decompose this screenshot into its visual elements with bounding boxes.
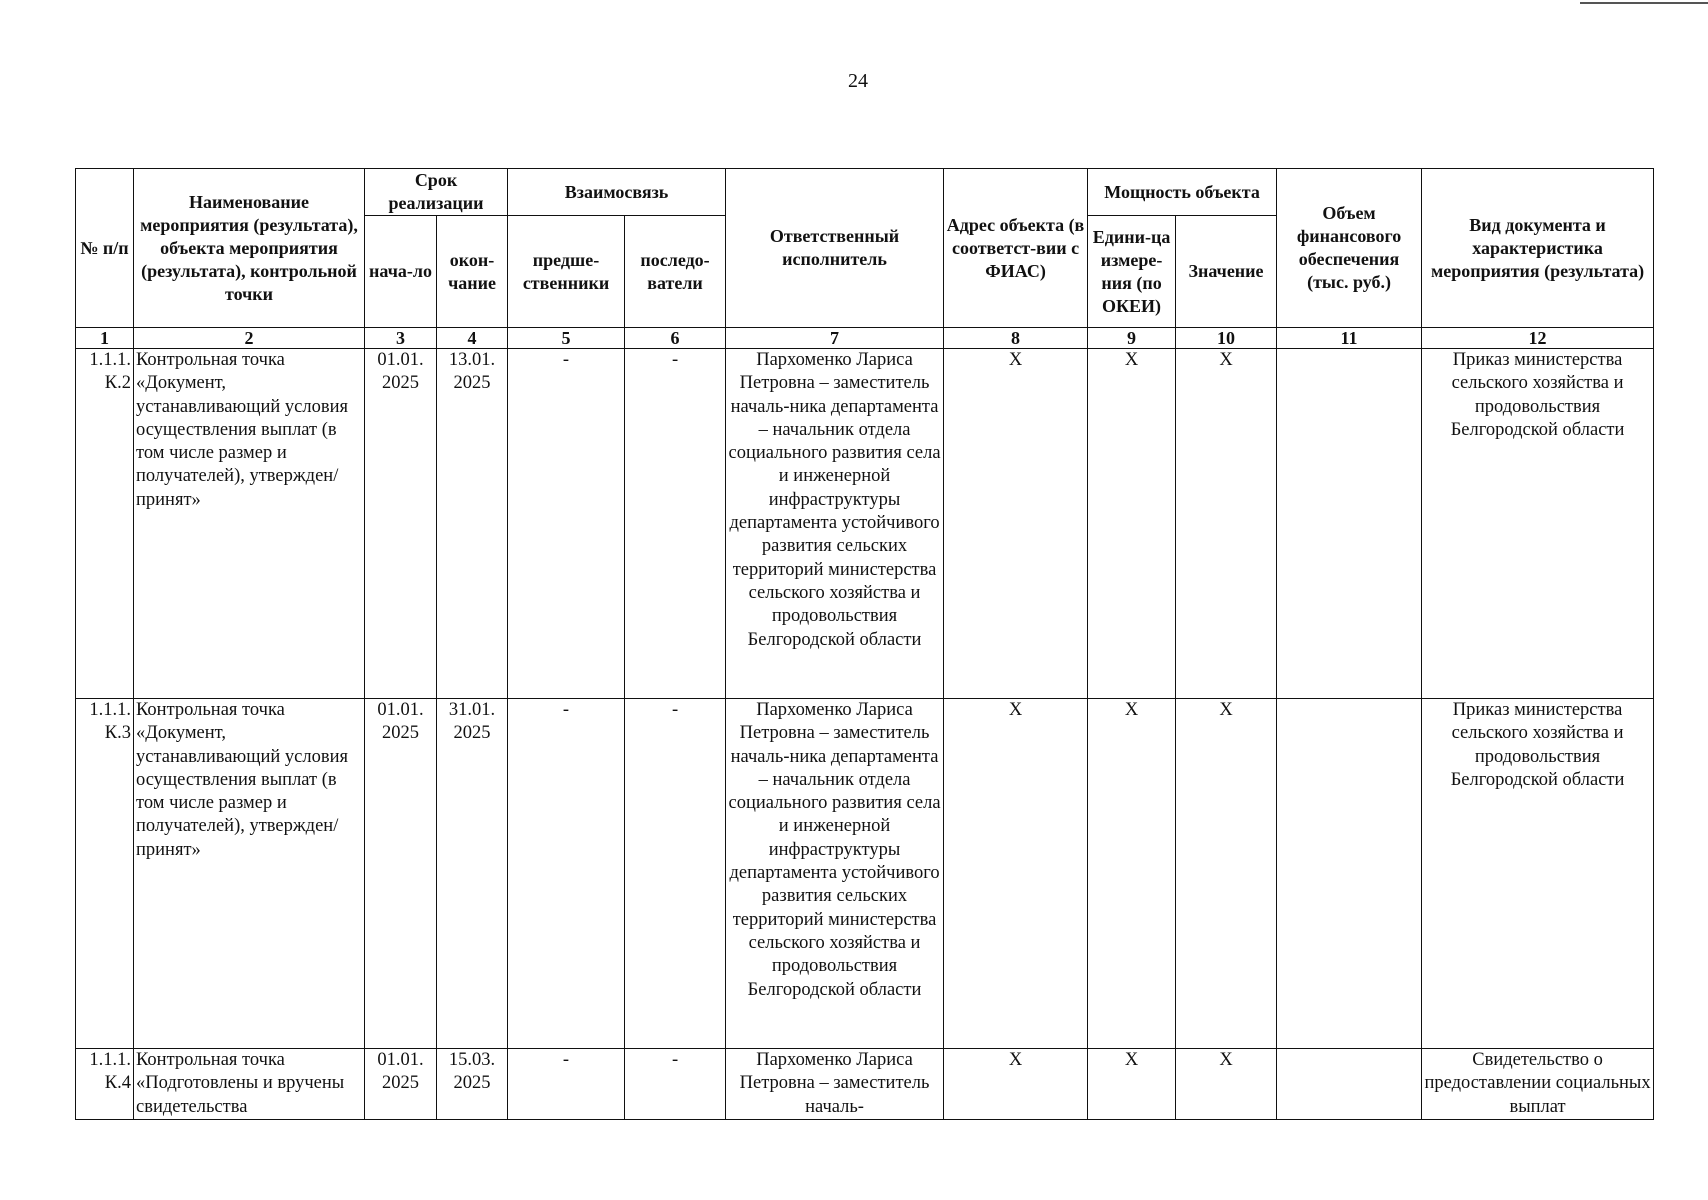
row-successors: - [625, 349, 726, 699]
header-predecessors: предше-ственники [508, 216, 625, 328]
column-number: 12 [1422, 328, 1654, 349]
column-number: 7 [726, 328, 944, 349]
row-predecessors: - [508, 349, 625, 699]
header-successors: последо-ватели [625, 216, 726, 328]
row-address: Х [944, 349, 1088, 699]
column-number: 9 [1088, 328, 1176, 349]
row-funding [1277, 1049, 1422, 1120]
header-doc-type: Вид документа и характеристика мероприятия (результата) [1422, 169, 1654, 328]
row-value: Х [1176, 349, 1277, 699]
top-edge-rule [1580, 2, 1708, 4]
column-number: 11 [1277, 328, 1422, 349]
row-end-date: 15.03. 2025 [437, 1049, 508, 1120]
row-start-date: 01.01. 2025 [365, 699, 437, 1049]
column-number: 8 [944, 328, 1088, 349]
row-number: 1.1.1. К.4 [76, 1049, 134, 1120]
row-unit: Х [1088, 1049, 1176, 1120]
row-address: Х [944, 1049, 1088, 1120]
column-number: 1 [76, 328, 134, 349]
table-row [76, 1049, 1654, 1120]
header-funding: Объем финансового обеспечения (тыс. руб.) [1277, 169, 1422, 328]
row-unit: Х [1088, 349, 1176, 699]
row-funding [1277, 349, 1422, 699]
row-name: Контрольная точка «Документ, устанавливающий условия осуществления выплат (в том числе размер и получателей), утвержден/принят» [134, 349, 365, 699]
table-row [76, 349, 1654, 699]
row-number: 1.1.1. К.2 [76, 349, 134, 699]
header-end: окон-чание [437, 216, 508, 328]
column-number: 6 [625, 328, 726, 349]
row-end-date: 31.01. 2025 [437, 699, 508, 1049]
row-predecessors: - [508, 699, 625, 1049]
row-value: Х [1176, 1049, 1277, 1120]
header-address: Адрес объекта (в соответст-вии с ФИАС) [944, 169, 1088, 328]
row-name: Контрольная точка «Подготовлены и вручены свидетельства [134, 1049, 365, 1120]
column-number: 5 [508, 328, 625, 349]
header-period: Срок реализации [365, 169, 508, 216]
row-doc-type: Приказ министерства сельского хозяйства и продовольствия Белгородской области [1422, 699, 1654, 1049]
row-number: 1.1.1. К.3 [76, 699, 134, 1049]
header-executor: Ответственный исполнитель [726, 169, 944, 328]
row-executor: Пархоменко Лариса Петровна – заместитель началь-ника департамента – начальник отдела социального развития села и инженерной инфраструктуры департамента устойчивого развития сельских территорий министерства сельского хозяйства и продовольствия Белгородской области [726, 699, 944, 1049]
row-end-date: 13.01. 2025 [437, 349, 508, 699]
row-predecessors: - [508, 1049, 625, 1120]
row-address: Х [944, 699, 1088, 1049]
header-value: Значение [1176, 216, 1277, 328]
header-capacity: Мощность объекта [1088, 169, 1277, 216]
header-unit: Едини-ца измере-ния (по ОКЕИ) [1088, 216, 1176, 328]
row-value: Х [1176, 699, 1277, 1049]
row-funding [1277, 699, 1422, 1049]
header-name: Наименование мероприятия (результата), объекта мероприятия (результата), контрольной точки [134, 169, 365, 328]
column-number: 2 [134, 328, 365, 349]
table-row [76, 699, 1654, 1049]
header-num: № п/п [76, 169, 134, 328]
header-start: нача-ло [365, 216, 437, 328]
row-unit: Х [1088, 699, 1176, 1049]
row-start-date: 01.01. 2025 [365, 349, 437, 699]
row-doc-type: Свидетельство о предоставлении социальных выплат [1422, 1049, 1654, 1120]
page-number: 24 [848, 70, 868, 92]
row-doc-type: Приказ министерства сельского хозяйства и продовольствия Белгородской области [1422, 349, 1654, 699]
plan-table [75, 168, 1654, 1120]
row-executor: Пархоменко Лариса Петровна – заместитель началь-ника департамента – начальник отдела социального развития села и инженерной инфраструктуры департамента устойчивого развития сельских территорий министерства сельского хозяйства и продовольствия Белгородской области [726, 349, 944, 699]
row-executor: Пархоменко Лариса Петровна – заместитель началь- [726, 1049, 944, 1120]
row-start-date: 01.01. 2025 [365, 1049, 437, 1120]
row-successors: - [625, 699, 726, 1049]
row-name: Контрольная точка «Документ, устанавливающий условия осуществления выплат (в том числе размер и получателей), утвержден/принят» [134, 699, 365, 1049]
column-number: 3 [365, 328, 437, 349]
column-number: 10 [1176, 328, 1277, 349]
column-number: 4 [437, 328, 508, 349]
row-successors: - [625, 1049, 726, 1120]
header-relation: Взаимосвязь [508, 169, 726, 216]
